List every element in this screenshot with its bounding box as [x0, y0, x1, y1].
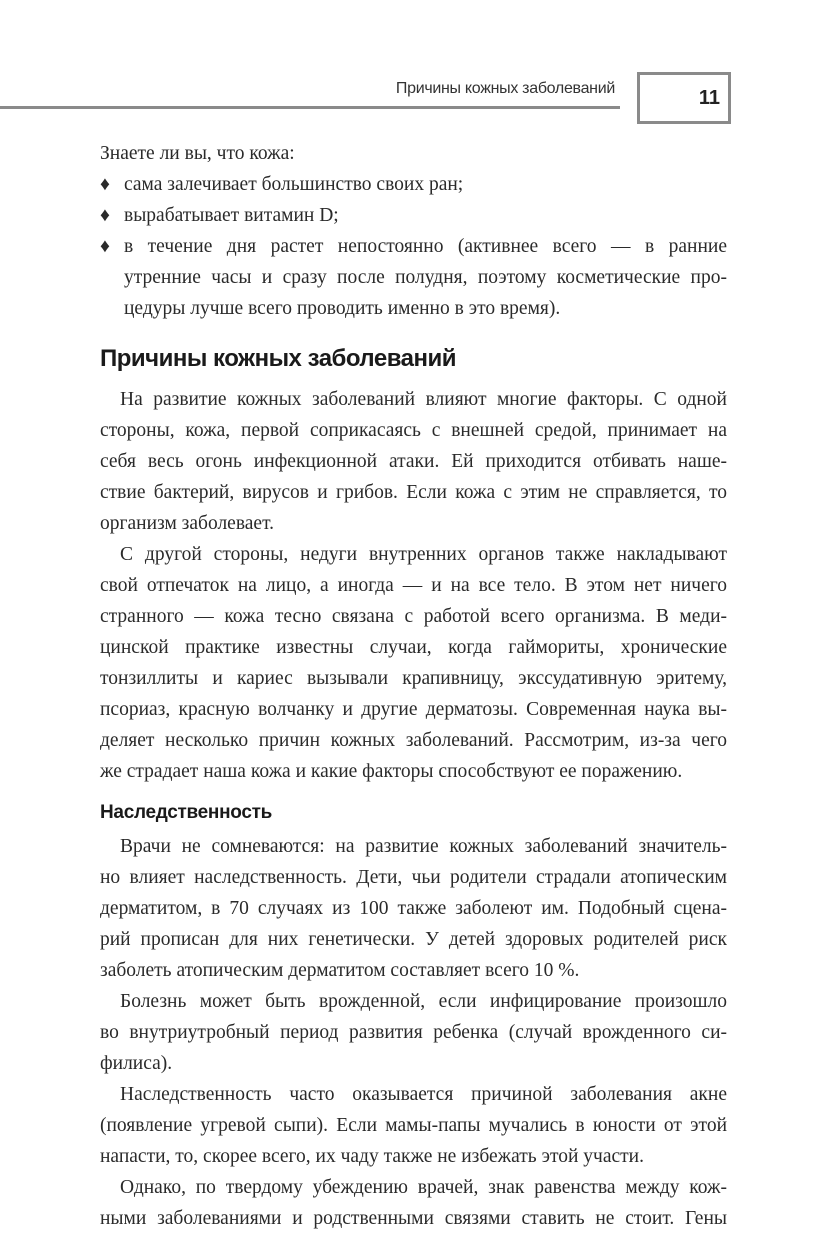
section-paragraphs [100, 384, 727, 787]
bullet-text: цедуры лучше всего проводить именно в это время). [124, 298, 561, 319]
paragraph [100, 1172, 727, 1234]
text-line: (появление угревой сыпи). Если мамы-папы мучались в юности от этой [100, 1115, 727, 1136]
text-line: дерматитом, в 70 случаях из 100 также заболеют им. Подобный сцена- [100, 898, 727, 919]
text-line: На развитие кожных заболеваний влияют многие факторы. С одной [120, 389, 727, 410]
bullet-text: утренние часы и сразу после полудня, поэтому косметические про- [124, 267, 727, 288]
diamond-bullet-icon: ♦ [100, 174, 110, 195]
bullet-line [100, 231, 727, 262]
text-line: Болезнь может быть врожденной, если инфицирование произошло [120, 991, 727, 1012]
bullet-item [100, 200, 727, 231]
bullet-text: сама залечивает большинство своих ран; [124, 174, 464, 195]
text-line: С другой стороны, недуги внутренних органов также накладывают [120, 544, 727, 565]
bullet-line [100, 200, 727, 231]
text-line: рий прописан для них генетически. У детей здоровых родителей риск [100, 929, 727, 950]
text-line: Однако, по твердому убеждению врачей, знак равенства между кож- [120, 1177, 727, 1198]
text-line: свой отпечаток на лицо, а иногда — и на все тело. В этом нет ничего [100, 575, 727, 596]
intro-lead: Знаете ли вы, что кожа: [100, 143, 295, 164]
text-line: псориаз, красную волчанку и другие дерматозы. Современная наука вы- [100, 699, 727, 720]
bullet-line [100, 262, 727, 293]
bullet-item [100, 231, 727, 324]
header-rule [0, 106, 620, 109]
diamond-bullet-icon: ♦ [100, 236, 110, 257]
text-line: во внутриутробный период развития ребенка (случай врожденного си- [100, 1022, 727, 1043]
text-line: странного — кожа тесно связана с работой всего организма. В меди- [100, 606, 727, 627]
page-number: 11 [698, 87, 720, 109]
text-line: стороны, кожа, первой соприкасаясь с внешней средой, принимает на [100, 420, 727, 441]
text-line: ными заболеваниями и родственными связями ставить не стоит. Гены [100, 1208, 727, 1229]
bullet-item [100, 169, 727, 200]
intro-bullet-list [100, 169, 727, 324]
paragraph [100, 831, 727, 986]
section-heading: Причины кожных заболеваний [100, 345, 456, 372]
text-line: напасти, то, скорее всего, их чаду также не избежать этой участи. [100, 1146, 644, 1167]
text-line: но влияет наследственность. Дети, чьи родители страдали атопическим [100, 867, 727, 888]
text-line: тонзиллиты и кариес вызывали крапивницу, экссудативную эритему, [100, 668, 727, 689]
bullet-line [100, 293, 727, 324]
page-body [100, 138, 727, 1234]
text-line: деляет несколько причин кожных заболеваний. Рассмотрим, из-за чего [100, 730, 727, 751]
page-number-box [637, 72, 731, 124]
subsection-paragraphs [100, 831, 727, 1234]
paragraph [100, 1079, 727, 1172]
text-line: Наследственность часто оказывается причиной заболевания акне [120, 1084, 727, 1105]
paragraph [100, 539, 727, 787]
bullet-text: вырабатывает витамин D; [124, 205, 339, 226]
paragraph [100, 384, 727, 539]
text-line: цинской практике известны случаи, когда гаймориты, хронические [100, 637, 727, 658]
diamond-bullet-icon: ♦ [100, 205, 110, 226]
text-line: организм заболевает. [100, 513, 275, 534]
text-line: ствие бактерий, вирусов и грибов. Если кожа с этим не справляется, то [100, 482, 727, 503]
text-line: себя весь огонь инфекционной атаки. Ей приходится отбивать наше- [100, 451, 727, 472]
running-title: Причины кожных заболеваний [395, 80, 615, 97]
subsection-heading: Наследственность [100, 802, 272, 823]
text-line: Врачи не сомневаются: на развитие кожных заболеваний значитель- [120, 836, 727, 857]
paragraph [100, 986, 727, 1079]
text-line: же страдает наша кожа и какие факторы способствуют ее поражению. [100, 761, 683, 782]
bullet-line [100, 169, 727, 200]
text-line: филиса). [100, 1053, 173, 1074]
bullet-text: в течение дня растет непостоянно (активнее всего — в ранние [124, 236, 727, 257]
text-line: заболеть атопическим дерматитом составляет всего 10 %. [100, 960, 580, 981]
